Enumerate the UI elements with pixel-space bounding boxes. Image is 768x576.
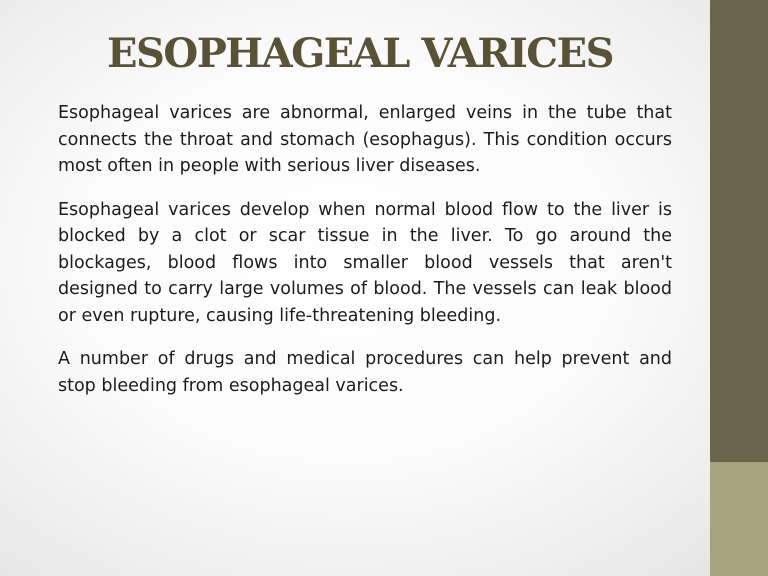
paragraph-cause: Esophageal varices develop when normal blood flow to the liver is blocked by a clot or scar tissue in the liver. To go around the blockages, blood flows into smaller blood vessels that aren't designed to carry large volumes of blood. The vessels can leak blood or even rupture, causing life-threatening bleeding. [58, 199, 672, 326]
sidebar-light-band [710, 462, 768, 576]
slide-title: ESOPHAGEAL VARICES [107, 30, 613, 77]
paragraph-definition: Esophageal varices are abnormal, enlarged veins in the tube that connects the throat and stomach (esophagus). This condition occurs most often in people with serious liver diseases. [58, 103, 672, 176]
slide-body [58, 100, 672, 399]
paragraph-treatment: A number of drugs and medical procedures can help prevent and stop bleeding from esophageal varices. [58, 349, 672, 396]
sidebar-accent [710, 0, 768, 576]
